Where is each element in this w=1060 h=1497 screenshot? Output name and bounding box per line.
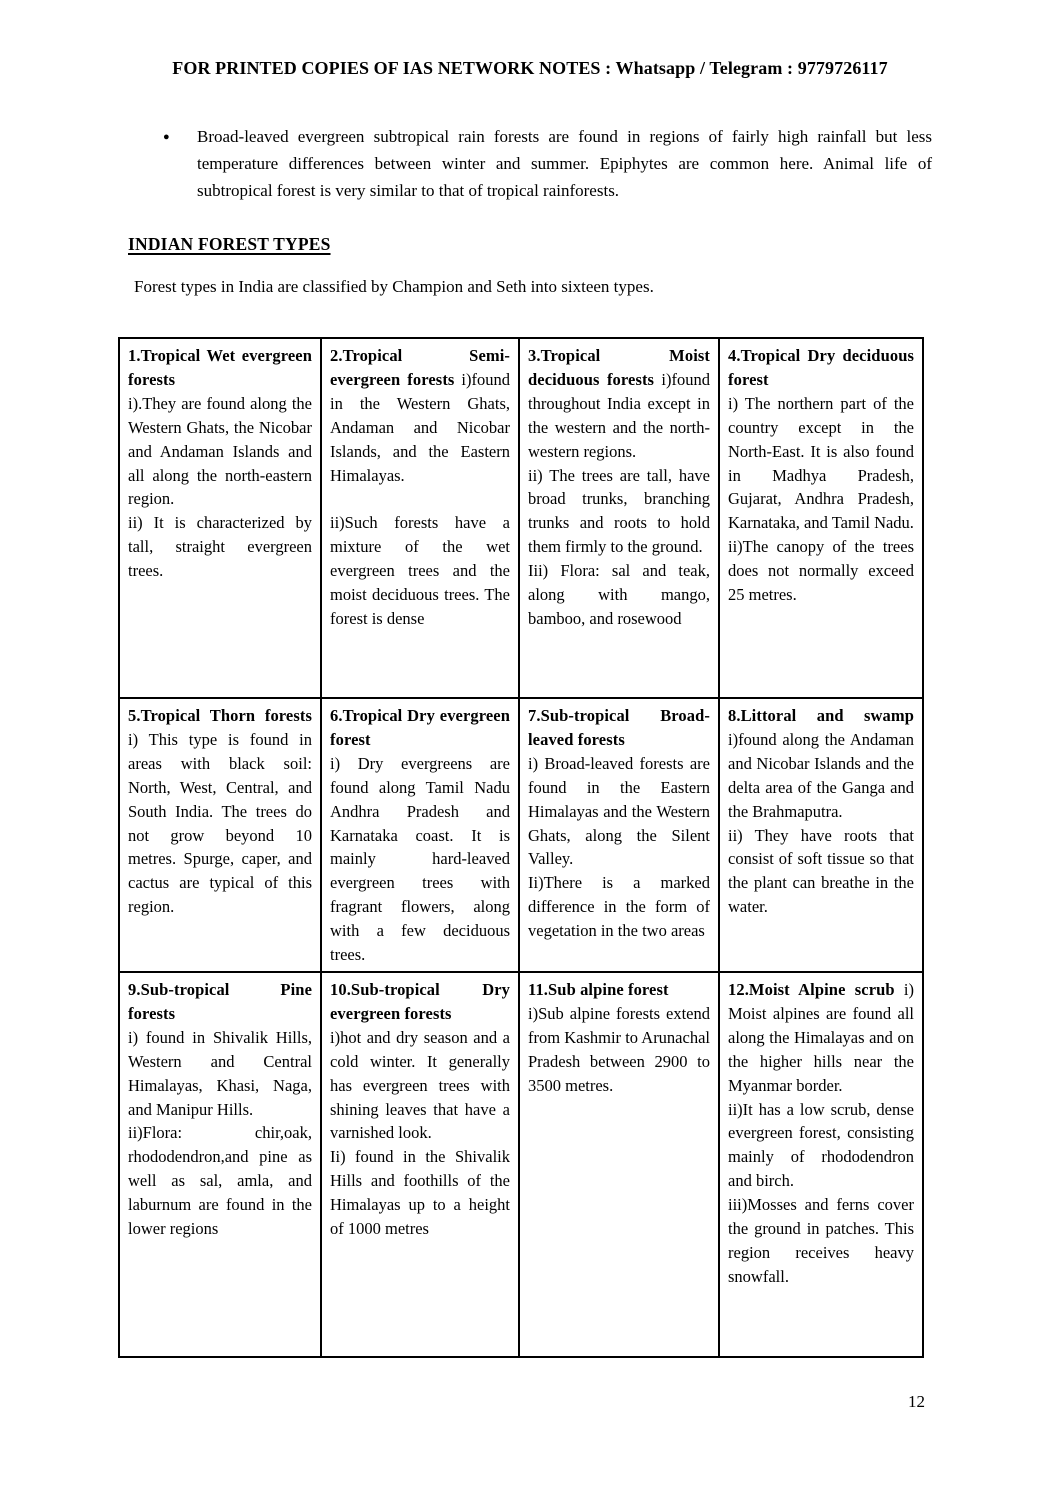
cell-title: 12.Moist Alpine scrub: [728, 979, 895, 999]
cell-paragraph: [330, 704, 510, 752]
cell-paragraph: 12.Moist Alpine scrub i) Moist alpines are found all along the Himalayas and on the higher hills near the Myanmar border.: [728, 979, 914, 1095]
cell-paragraph: Iii) Flora: sal and teak, along with mango, bamboo, and rosewood: [528, 561, 710, 628]
cell-paragraph: i)Sub alpine forests extend from Kashmir to Arunachal Pradesh between 2900 to 3500 metres.: [528, 1003, 710, 1095]
table-cell: [321, 698, 519, 972]
cell-paragraph: i).They are found along the Western Ghats, the Nicobar and Andaman Islands and all along the north-eastern region.: [128, 393, 312, 509]
table-cell: [321, 972, 519, 1357]
cell-paragraph: ii) They have roots that consist of soft tissue so that the plant can breathe in the water.: [728, 825, 914, 917]
cell-paragraph: [528, 978, 710, 1002]
cell-paragraph: i) The northern part of the country except in the North-East. It is also found in Madhya Pradesh, Gujarat, Andhra Pradesh, Karnataka, and Tamil Nadu.: [728, 393, 914, 533]
cell-paragraph: 8.Littoral and swamp i)found along the Andaman and Nicobar Islands and the delta area of the Ganga and the Brahmaputra.: [728, 706, 914, 821]
table-cell: [719, 972, 923, 1357]
bullet-item: [163, 123, 932, 204]
cell-paragraph: ii) The trees are tall, have broad trunks, branching trunks and roots to hold them firmly to the ground.: [528, 465, 710, 557]
table-cell: [519, 972, 719, 1357]
cell-paragraph: i) Broad-leaved forests are found in the Eastern Himalayas and the Western Ghats, along the Silent Valley.: [528, 753, 710, 869]
table-row: [119, 972, 923, 1357]
section-heading: INDIAN FOREST TYPES: [128, 234, 331, 254]
table-cell: [119, 698, 321, 972]
cell-paragraph: 2.Tropical Semi-evergreen forests i)found in the Western Ghats, Andaman and Nicobar Islands, and the Eastern Himalayas.: [330, 346, 510, 485]
cell-paragraph: i) found in Shivalik Hills, Western and Central Himalayas, Khasi, Naga, and Manipur Hills.: [128, 1027, 312, 1119]
cell-paragraph: [128, 978, 312, 1026]
cell-title: 11.Sub alpine forest: [528, 979, 669, 999]
cell-paragraph: ii)Such forests have a mixture of the wet evergreen trees and the moist deciduous trees. The forest is dense: [330, 513, 510, 628]
bullet-item-text: Broad-leaved evergreen subtropical rain forests are found in regions of fairly high rainfall but less temperature differences between winter and summer. Epiphytes are common here. Animal life of subtropical forest is very similar to that of tropical rainforests.: [197, 127, 932, 200]
intro-paragraph: Forest types in India are classified by Champion and Seth into sixteen types.: [134, 277, 654, 296]
cell-paragraph: 5.Tropical Thorn forests i) This type is found in areas with black soil: North, West, Central, and South India. The trees do not grow beyond 10 metres. Spurge, caper, and cactus are typical of this region.: [128, 706, 312, 917]
cell-paragraph: i) Dry evergreens are found along Tamil Nadu Andhra Pradesh and Karnataka coast. It is mainly hard-leaved evergreen trees with fragrant flowers, along with a few deciduous trees.: [330, 753, 510, 965]
cell-paragraph: [728, 344, 914, 392]
cell-paragraph: i)hot and dry season and a cold winter. It generally has evergreen trees with shining leaves that have a varnished look.: [330, 1027, 510, 1143]
cell-paragraph: [128, 344, 312, 392]
cell-title: 7.Sub-tropical Broad-leaved forests: [528, 706, 710, 749]
cell-title: 3.Tropical Moist deciduous forests: [528, 346, 710, 389]
cell-paragraph: Ii)There is a marked difference in the form of vegetation in the two areas: [528, 873, 710, 941]
table-cell: [519, 698, 719, 972]
cell-paragraph: [330, 978, 510, 1026]
cell-paragraph: [330, 487, 510, 511]
table-cell: [321, 338, 519, 698]
cell-paragraph: ii)Flora: chir,oak, rhododendron,and pine as well as sal, amla, and laburnum are found in the lower regions: [128, 1123, 312, 1239]
cell-title: 10.Sub-tropical Dry evergreen forests: [330, 979, 510, 1023]
forest-types-table: [118, 337, 924, 1358]
cell-paragraph: Ii) found in the Shivalik Hills and foothills of the Himalayas up to a height of 1000 metres: [330, 1147, 510, 1239]
cell-title: 6.Tropical Dry evergreen forest: [330, 706, 510, 749]
table-cell: [519, 338, 719, 698]
cell-title: 1.Tropical Wet evergreen forests: [128, 346, 312, 389]
cell-paragraph: 3.Tropical Moist deciduous forests i)found throughout India except in the western and the north-western regions.: [528, 346, 710, 461]
table-row: [119, 338, 923, 698]
cell-paragraph: ii)It has a low scrub, dense evergreen forest, consisting mainly of rhododendron and birch.: [728, 1099, 914, 1191]
cell-paragraph: iii)Mosses and ferns cover the ground in patches. This region receives heavy snowfall.: [728, 1195, 914, 1286]
cell-title: 9.Sub-tropical Pine forests: [128, 979, 312, 1023]
table-cell: [719, 698, 923, 972]
cell-paragraph: [528, 704, 710, 752]
cell-title: 2.Tropical Semi-evergreen forests: [330, 346, 510, 389]
table-cell: [119, 972, 321, 1357]
table-cell: [119, 338, 321, 698]
bullet-icon: ●: [163, 131, 170, 143]
cell-paragraph: ii) It is characterized by tall, straight evergreen trees.: [128, 513, 312, 581]
page-number: 12: [908, 1392, 925, 1411]
cell-title: 4.Tropical Dry deciduous forest: [728, 346, 914, 389]
cell-paragraph: ii)The canopy of the trees does not normally exceed 25 metres.: [728, 537, 914, 605]
table-row: [119, 698, 923, 972]
table-cell: [719, 338, 923, 698]
page-header: FOR PRINTED COPIES OF IAS NETWORK NOTES : Whatsapp / Telegram : 9779726117: [172, 58, 888, 78]
cell-title: 5.Tropical Thorn forests: [128, 706, 312, 725]
cell-title: 8.Littoral and swamp: [728, 706, 914, 725]
forest-types-table-body: [119, 338, 923, 1357]
